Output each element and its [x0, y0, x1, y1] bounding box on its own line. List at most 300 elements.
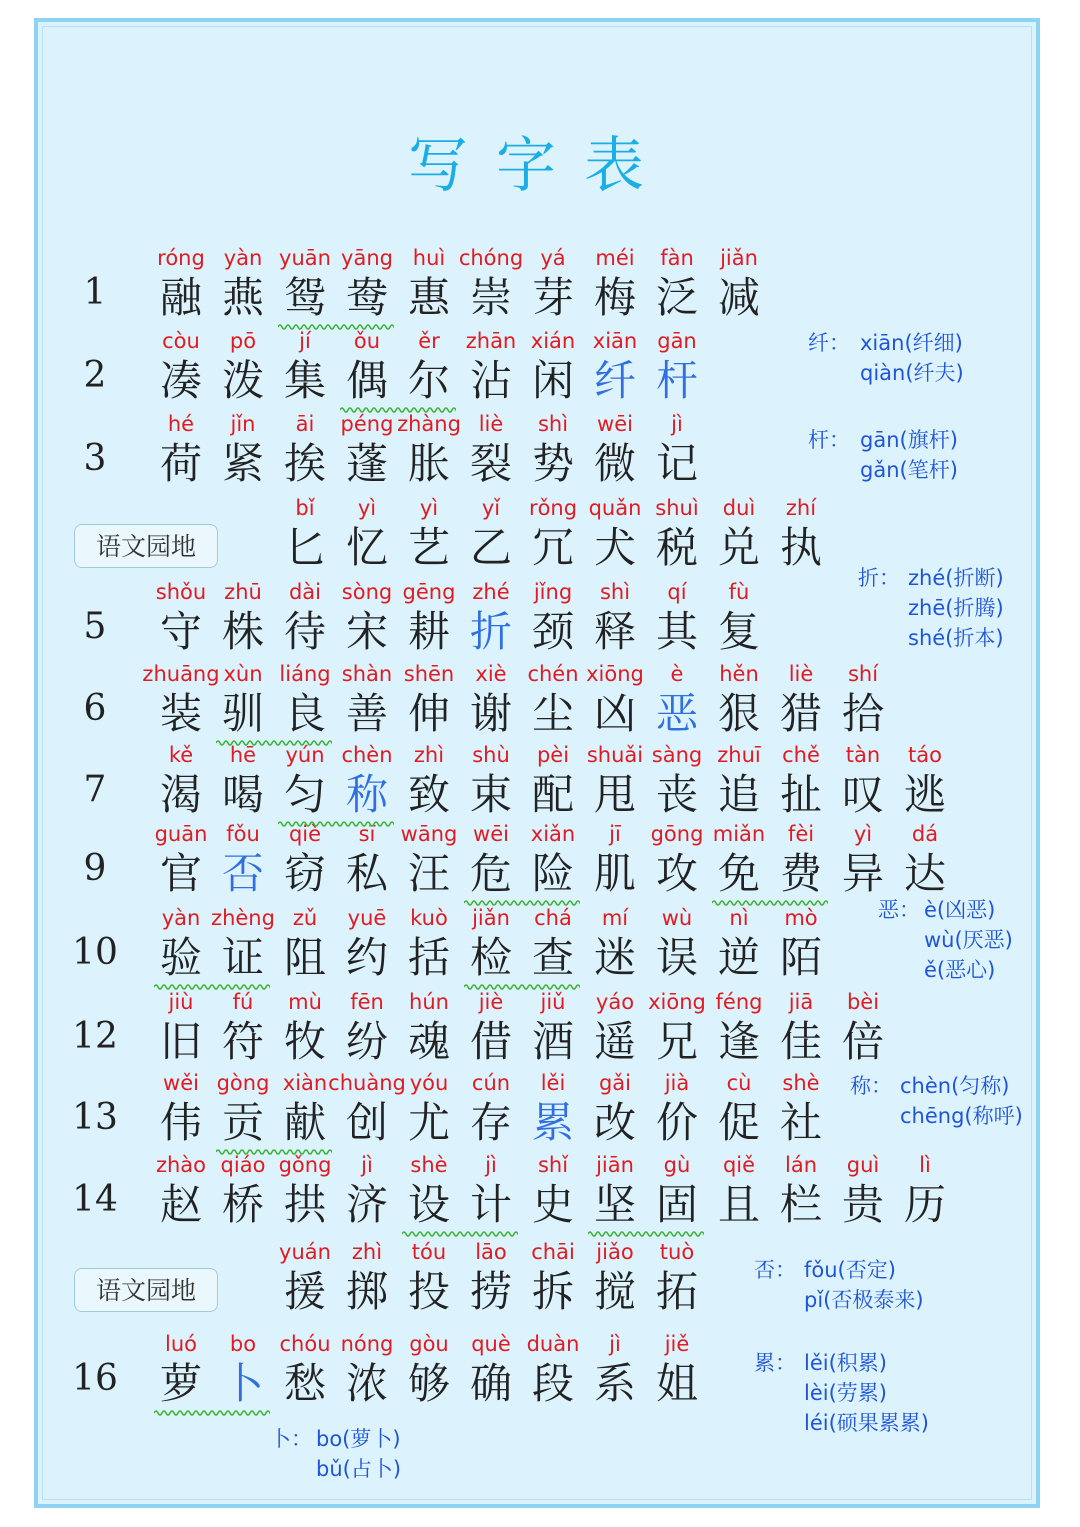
hanzi: 牧 [283, 1017, 326, 1066]
pinyin: tàn [845, 743, 881, 767]
character-cell [894, 820, 956, 900]
hanzi: 势 [531, 439, 574, 488]
hanzi: 援 [283, 1267, 326, 1316]
hanzi: 复 [717, 607, 760, 656]
hanzi: 集 [283, 356, 326, 405]
hanzi: 守 [159, 607, 202, 656]
hanzi: 约 [345, 933, 388, 982]
lesson-number: 10 [72, 932, 118, 973]
note-reading: léi(硕果累累) [804, 1411, 929, 1435]
pinyin: péng [340, 412, 394, 436]
note-reading: xiān(纤细) [860, 331, 963, 355]
character-cell [894, 741, 956, 821]
hanzi: 伸 [407, 689, 450, 738]
hanzi: 良 [283, 689, 326, 738]
note-reading: bo(萝卜) [316, 1427, 401, 1451]
hanzi: 喝 [221, 770, 264, 819]
lesson-number: 14 [72, 1179, 118, 1220]
polyphone-note [754, 1348, 929, 1438]
hanzi: 浓 [345, 1359, 388, 1408]
pinyin: hē [229, 743, 257, 767]
hanzi: 肌 [593, 849, 636, 898]
hanzi: 阻 [283, 933, 326, 982]
hanzi: 释 [593, 607, 636, 656]
pinyin: yàn [161, 906, 201, 930]
hanzi: 陌 [779, 933, 822, 982]
pinyin: dài [288, 580, 322, 604]
pinyin: táo [908, 743, 942, 767]
hanzi: 忆 [345, 523, 388, 572]
wavy-underline [340, 406, 456, 414]
pinyin: gù [663, 1153, 691, 1177]
pinyin: jiù [168, 990, 194, 1014]
pinyin: tóu [411, 1240, 447, 1264]
pinyin: jiǎn [720, 246, 758, 270]
hanzi: 逢 [717, 1017, 760, 1066]
wavy-underline [278, 820, 394, 828]
pinyin: jià [664, 1071, 690, 1095]
hanzi: 证 [221, 933, 264, 982]
character-cell [646, 1238, 708, 1318]
note-reading: zhē(折腾) [908, 596, 1004, 620]
hanzi: 折 [469, 607, 512, 656]
hanzi: 纤 [593, 356, 636, 405]
pinyin: mù [288, 990, 322, 1014]
pinyin: duàn [526, 1332, 580, 1356]
hanzi: 否 [221, 849, 264, 898]
pinyin: lán [784, 1153, 817, 1177]
hanzi: 攻 [655, 849, 698, 898]
hanzi: 栏 [779, 1180, 822, 1229]
hanzi: 丧 [655, 770, 698, 819]
hanzi: 官 [159, 849, 202, 898]
wavy-underline [154, 983, 270, 991]
pinyin: jiě [664, 1332, 690, 1356]
pinyin: méi [595, 246, 635, 270]
hanzi: 姐 [655, 1359, 698, 1408]
pinyin: cún [471, 1071, 511, 1095]
pinyin: liè [478, 412, 504, 436]
hanzi: 渴 [159, 770, 202, 819]
pinyin: sàng [651, 743, 703, 767]
lesson-number: 5 [83, 606, 107, 647]
hanzi: 搅 [593, 1267, 636, 1316]
pinyin: lěi [540, 1071, 566, 1095]
hanzi: 狠 [717, 689, 760, 738]
hanzi: 燕 [221, 273, 264, 322]
pinyin: wēi [597, 412, 633, 436]
note-character: 纤： [808, 331, 850, 355]
note-reading: bǔ(占卜) [316, 1457, 402, 1481]
hanzi: 赵 [159, 1180, 202, 1229]
hanzi: 旧 [159, 1017, 202, 1066]
pinyin: hún [409, 990, 449, 1014]
pinyin: jǐng [533, 580, 573, 604]
lesson-number: 2 [83, 355, 107, 396]
hanzi: 免 [717, 849, 760, 898]
wavy-underline [216, 1148, 332, 1156]
pinyin: fèi [787, 822, 815, 846]
hanzi: 兑 [717, 523, 760, 572]
note-character: 称： [850, 1074, 892, 1098]
pinyin: gǒng [278, 1153, 332, 1177]
note-character: 杆： [808, 428, 850, 452]
pinyin: mí [601, 906, 629, 930]
hanzi: 其 [655, 607, 698, 656]
pinyin: jí [299, 329, 311, 353]
pinyin: chě [782, 743, 820, 767]
character-cell [646, 327, 708, 407]
note-reading: wù(厌恶) [924, 928, 1013, 952]
pinyin: pō [229, 329, 257, 353]
hanzi: 创 [345, 1098, 388, 1147]
pinyin: jì [671, 412, 683, 436]
pinyin: yì [419, 496, 439, 520]
hanzi: 系 [593, 1359, 636, 1408]
pinyin: yá [540, 246, 566, 270]
hanzi: 误 [655, 933, 698, 982]
hanzi: 束 [469, 770, 512, 819]
hanzi: 谢 [469, 689, 512, 738]
hanzi: 猎 [779, 689, 822, 738]
pinyin: jiǔ [540, 990, 566, 1014]
hanzi: 检 [469, 933, 512, 982]
hanzi: 固 [655, 1180, 698, 1229]
hanzi: 尔 [407, 356, 450, 405]
hanzi: 验 [159, 933, 202, 982]
lesson-number: 12 [72, 1016, 118, 1057]
pinyin: wù [661, 906, 693, 930]
polyphone-note [878, 895, 1013, 985]
hanzi: 叹 [841, 770, 884, 819]
note-reading: pǐ(否极泰来) [804, 1288, 924, 1312]
pinyin: chóng [458, 246, 524, 270]
lesson-number: 3 [83, 438, 107, 479]
hanzi: 查 [531, 933, 574, 982]
character-cell [646, 1330, 708, 1410]
pinyin: zhé [472, 580, 510, 604]
pinyin: yuān [279, 246, 331, 270]
hanzi: 计 [469, 1180, 512, 1229]
pinyin: shēn [403, 662, 455, 686]
pinyin: xiōng [586, 662, 644, 686]
hanzi: 挨 [283, 439, 326, 488]
lesson-number: 13 [72, 1097, 118, 1138]
pinyin: huì [412, 246, 446, 270]
character-cell [770, 1069, 832, 1149]
hanzi: 拆 [531, 1267, 574, 1316]
hanzi: 惠 [407, 273, 450, 322]
lesson-number: 16 [72, 1358, 118, 1399]
table-row [0, 660, 1080, 740]
hanzi: 逃 [903, 770, 946, 819]
character-cell [646, 410, 708, 490]
pinyin: hé [167, 412, 195, 436]
hanzi: 凑 [159, 356, 202, 405]
character-cell [708, 244, 770, 324]
hanzi: 尘 [531, 689, 574, 738]
pinyin: jī [609, 822, 621, 846]
hanzi: 窃 [283, 849, 326, 898]
hanzi: 促 [717, 1098, 760, 1147]
table-row [0, 820, 1080, 900]
note-character: 卜： [270, 1427, 312, 1451]
lesson-number: 1 [83, 272, 107, 313]
pinyin: bo [229, 1332, 257, 1356]
hanzi: 杆 [655, 356, 698, 405]
hanzi: 减 [717, 273, 760, 322]
note-character: 否： [754, 1258, 796, 1282]
hanzi: 拱 [283, 1180, 326, 1229]
hanzi: 私 [345, 849, 388, 898]
pinyin: shǐ [537, 1153, 569, 1177]
character-cell [770, 904, 832, 984]
pinyin: jiā [788, 990, 814, 1014]
hanzi: 倍 [841, 1017, 884, 1066]
pinyin: gēng [402, 580, 456, 604]
pinyin: è [670, 662, 684, 686]
hanzi: 致 [407, 770, 450, 819]
pinyin: ěr [418, 329, 440, 353]
hanzi: 险 [531, 849, 574, 898]
hanzi: 迷 [593, 933, 636, 982]
pinyin: fǒu [226, 822, 260, 846]
hanzi: 历 [903, 1180, 946, 1229]
character-cell [832, 988, 894, 1068]
pinyin: tuò [659, 1240, 695, 1264]
hanzi: 括 [407, 933, 450, 982]
pinyin: yì [853, 822, 873, 846]
hanzi: 追 [717, 770, 760, 819]
pinyin: yóu [409, 1071, 449, 1095]
hanzi: 卜 [221, 1359, 264, 1408]
hanzi: 酒 [531, 1017, 574, 1066]
hanzi: 汪 [407, 849, 450, 898]
pinyin: shè [410, 1153, 448, 1177]
hanzi: 微 [593, 439, 636, 488]
pinyin: jì [485, 1153, 497, 1177]
hanzi: 逆 [717, 933, 760, 982]
pinyin: kě [168, 743, 194, 767]
wavy-underline [278, 323, 394, 331]
wavy-underline [588, 1230, 704, 1238]
pinyin: què [471, 1332, 511, 1356]
pinyin: fù [728, 580, 750, 604]
hanzi: 累 [531, 1098, 574, 1147]
pinyin: yuē [347, 906, 387, 930]
pinyin: bèi [846, 990, 880, 1014]
pinyin: ǒu [353, 329, 381, 353]
hanzi: 够 [407, 1359, 450, 1408]
hanzi: 贵 [841, 1180, 884, 1229]
pinyin: yǐ [481, 496, 501, 520]
pinyin: dá [911, 822, 939, 846]
pinyin: jiǎn [472, 906, 510, 930]
note-character: 累： [754, 1351, 796, 1375]
wavy-underline [402, 1230, 518, 1238]
pinyin: xiōng [648, 990, 706, 1014]
note-reading: shé(折本) [908, 626, 1004, 650]
pinyin: gòu [409, 1332, 449, 1356]
pinyin: yāng [341, 246, 393, 270]
note-reading: chèn(匀称) [900, 1074, 1010, 1098]
pinyin: qí [667, 580, 687, 604]
note-reading: qiàn(纤夫) [860, 361, 964, 385]
pinyin: liè [788, 662, 814, 686]
wavy-underline [464, 899, 580, 907]
pinyin: xùn [223, 662, 263, 686]
pinyin: shì [599, 580, 631, 604]
pinyin: chāi [531, 1240, 575, 1264]
hanzi: 凶 [593, 689, 636, 738]
hanzi: 且 [717, 1180, 760, 1229]
pinyin: gān [657, 329, 697, 353]
hanzi: 崇 [469, 273, 512, 322]
hanzi: 融 [159, 273, 202, 322]
lesson-number: 9 [83, 848, 107, 889]
pinyin: zhì [413, 743, 445, 767]
pinyin: shì [537, 412, 569, 436]
table-row [0, 988, 1080, 1068]
note-character: 折： [858, 566, 900, 590]
pinyin: mò [784, 906, 818, 930]
pinyin: xián [530, 329, 576, 353]
pinyin: zhào [155, 1153, 207, 1177]
pinyin: zhàng [397, 412, 461, 436]
hanzi: 犬 [593, 523, 636, 572]
pinyin: còu [162, 329, 200, 353]
note-reading: gān(旗杆) [860, 428, 958, 452]
pinyin: chuàng [328, 1071, 406, 1095]
hanzi: 称 [345, 770, 388, 819]
pinyin: qiè [288, 822, 322, 846]
hanzi: 闲 [531, 356, 574, 405]
pinyin: xiān [592, 329, 638, 353]
hanzi: 艺 [407, 523, 450, 572]
hanzi: 存 [469, 1098, 512, 1147]
pinyin: yuán [279, 1240, 331, 1264]
hanzi: 济 [345, 1180, 388, 1229]
note-reading: è(凶恶) [924, 898, 996, 922]
hanzi: 危 [469, 849, 512, 898]
hanzi: 伟 [159, 1098, 202, 1147]
hanzi: 桥 [221, 1180, 264, 1229]
hanzi: 记 [655, 439, 698, 488]
note-character: 恶： [878, 898, 920, 922]
polyphone-note [858, 563, 1004, 653]
pinyin: miǎn [712, 822, 766, 846]
pinyin: chá [534, 906, 572, 930]
pinyin: zhuāng [142, 662, 220, 686]
pinyin: wěi [163, 1071, 199, 1095]
pinyin: fàn [660, 246, 694, 270]
table-row [0, 494, 1080, 574]
pinyin: shù [472, 743, 510, 767]
pinyin: sòng [341, 580, 393, 604]
hanzi: 异 [841, 849, 884, 898]
pinyin: chèn [341, 743, 393, 767]
hanzi: 蓬 [345, 439, 388, 488]
character-cell [770, 494, 832, 574]
hanzi: 借 [469, 1017, 512, 1066]
hanzi: 株 [221, 607, 264, 656]
pinyin: wēi [473, 822, 509, 846]
wavy-underline [216, 739, 332, 747]
pinyin: guì [846, 1153, 880, 1177]
hanzi: 史 [531, 1180, 574, 1229]
pinyin: āi [295, 412, 315, 436]
pinyin: jiǎo [596, 1240, 634, 1264]
pinyin: qiě [722, 1153, 756, 1177]
pinyin: róng [157, 246, 205, 270]
hanzi: 改 [593, 1098, 636, 1147]
hanzi: 纷 [345, 1017, 388, 1066]
table-row [0, 244, 1080, 324]
pinyin: lì [919, 1153, 931, 1177]
hanzi: 装 [159, 689, 202, 738]
pinyin: luó [165, 1332, 197, 1356]
pinyin: xiàn [282, 1071, 328, 1095]
hanzi: 颈 [531, 607, 574, 656]
note-reading: zhé(折断) [908, 566, 1004, 590]
pinyin: jiān [596, 1153, 634, 1177]
hanzi: 执 [779, 523, 822, 572]
pinyin: sī [358, 822, 376, 846]
hanzi: 善 [345, 689, 388, 738]
pinyin: nì [729, 906, 749, 930]
hanzi: 待 [283, 607, 326, 656]
note-reading: lěi(积累) [804, 1351, 887, 1375]
character-cell [708, 578, 770, 658]
hanzi: 荷 [159, 439, 202, 488]
garden-badge: 语文园地 [74, 1268, 218, 1312]
hanzi: 魂 [407, 1017, 450, 1066]
hanzi: 梅 [593, 273, 636, 322]
character-cell [894, 1151, 956, 1231]
hanzi: 达 [903, 849, 946, 898]
pinyin: qiáo [220, 1153, 266, 1177]
hanzi: 费 [779, 849, 822, 898]
hanzi: 匕 [283, 523, 326, 572]
polyphone-note [808, 328, 964, 388]
pinyin: gōng [650, 822, 704, 846]
pinyin: bǐ [295, 496, 315, 520]
polyphone-note [808, 425, 958, 485]
hanzi: 恶 [655, 689, 698, 738]
hanzi: 甩 [593, 770, 636, 819]
pinyin: cù [726, 1071, 752, 1095]
wavy-underline [712, 899, 828, 907]
hanzi: 设 [407, 1180, 450, 1229]
pinyin: shàn [341, 662, 393, 686]
pinyin: pèi [536, 743, 570, 767]
hanzi: 捞 [469, 1267, 512, 1316]
pinyin: shuì [655, 496, 699, 520]
wavy-underline [154, 1409, 270, 1417]
pinyin: lāo [475, 1240, 507, 1264]
pinyin: shuǎi [586, 743, 644, 767]
hanzi: 献 [283, 1098, 326, 1147]
hanzi: 拓 [655, 1267, 698, 1316]
character-cell [832, 660, 894, 740]
hanzi: 兄 [655, 1017, 698, 1066]
polyphone-note [754, 1255, 924, 1315]
pinyin: zhū [224, 580, 262, 604]
pinyin: kuò [410, 906, 448, 930]
pinyin: yún [285, 743, 325, 767]
pinyin: shí [847, 662, 879, 686]
hanzi: 配 [531, 770, 574, 819]
